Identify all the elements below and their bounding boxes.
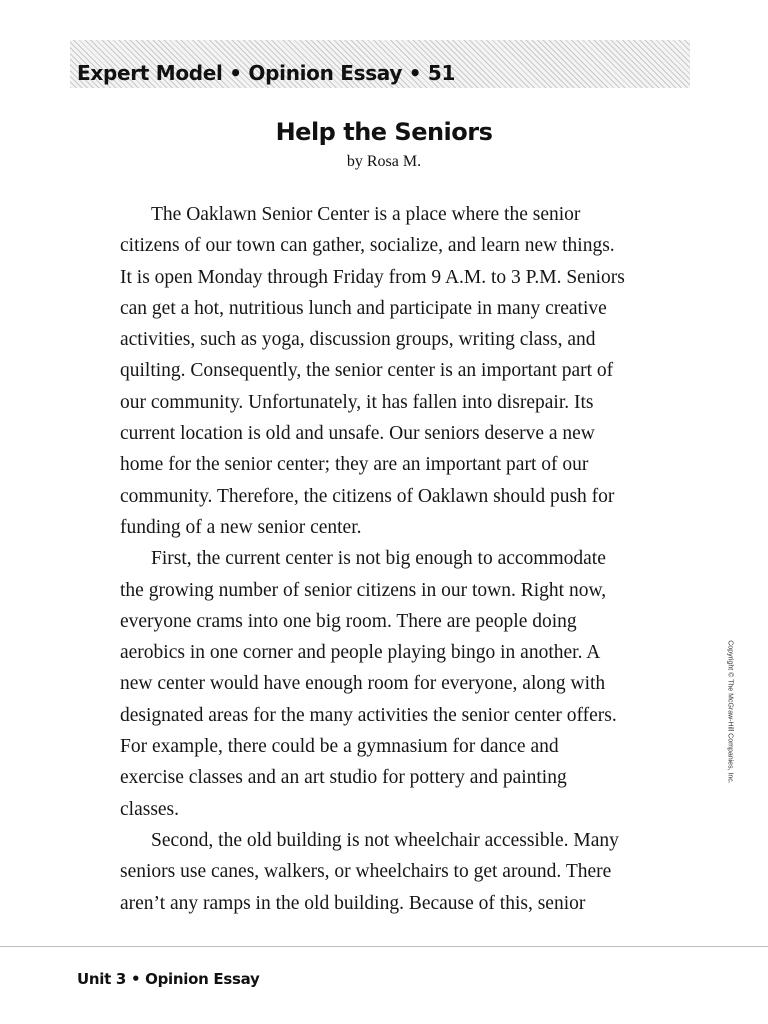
essay-line: the growing number of senior citizens in our town. Right now, <box>120 579 607 601</box>
essay-line: can get a hot, nutritious lunch and participate in many creative <box>120 297 607 319</box>
essay-line: aren’t any ramps in the old building. Because of this, senior <box>120 892 586 914</box>
essay-line: For example, there could be a gymnasium for dance and <box>120 736 559 758</box>
essay-line: seniors use canes, walkers, or wheelchairs to get around. There <box>120 861 612 883</box>
essay-line: It is open Monday through Friday from 9 A.M. to 3 P.M. Seniors <box>120 266 625 288</box>
essay-line: citizens of our town can gather, socialize, and learn new things. <box>120 235 615 257</box>
essay-line: The Oaklawn Senior Center is a place where the senior <box>151 204 581 225</box>
essay-line: our community. Unfortunately, it has fallen into disrepair. Its <box>120 391 594 413</box>
running-footer: Unit 3 • Opinion Essay <box>77 970 260 988</box>
essay-line: home for the senior center; they are an important part of our <box>120 454 589 476</box>
essay-line: quilting. Consequently, the senior center is an important part of <box>120 360 614 382</box>
running-header: Expert Model • Opinion Essay • 51 <box>77 61 456 85</box>
essay-byline: by Rosa M. <box>346 153 422 170</box>
essay-line: designated areas for the many activities the senior center offers. <box>120 704 617 726</box>
copyright-text: Copyright © The McGraw-Hill Companies, Inc. <box>726 640 734 784</box>
essay-line: funding of a new senior center. <box>120 516 362 538</box>
essay-title: Help the Seniors <box>275 118 493 146</box>
essay-line: classes. <box>120 798 180 820</box>
essay-line: activities, such as yoga, discussion groups, writing class, and <box>120 329 596 351</box>
essay-line: exercise classes and an art studio for pottery and painting <box>120 767 567 789</box>
footer-divider <box>0 946 768 947</box>
essay-line: new center would have enough room for everyone, along with <box>120 673 606 695</box>
essay-line: Second, the old building is not wheelchair accessible. Many <box>151 829 619 851</box>
essay-line: community. Therefore, the citizens of Oaklawn should push for <box>120 485 615 507</box>
essay-line: current location is old and unsafe. Our seniors deserve a new <box>120 423 595 445</box>
essay-line: First, the current center is not big enough to accommodate <box>151 548 606 570</box>
essay-line: everyone crams into one big room. There are people doing <box>120 610 577 632</box>
essay-body <box>120 199 660 919</box>
essay-line: aerobics in one corner and people playing bingo in another. A <box>120 642 601 664</box>
